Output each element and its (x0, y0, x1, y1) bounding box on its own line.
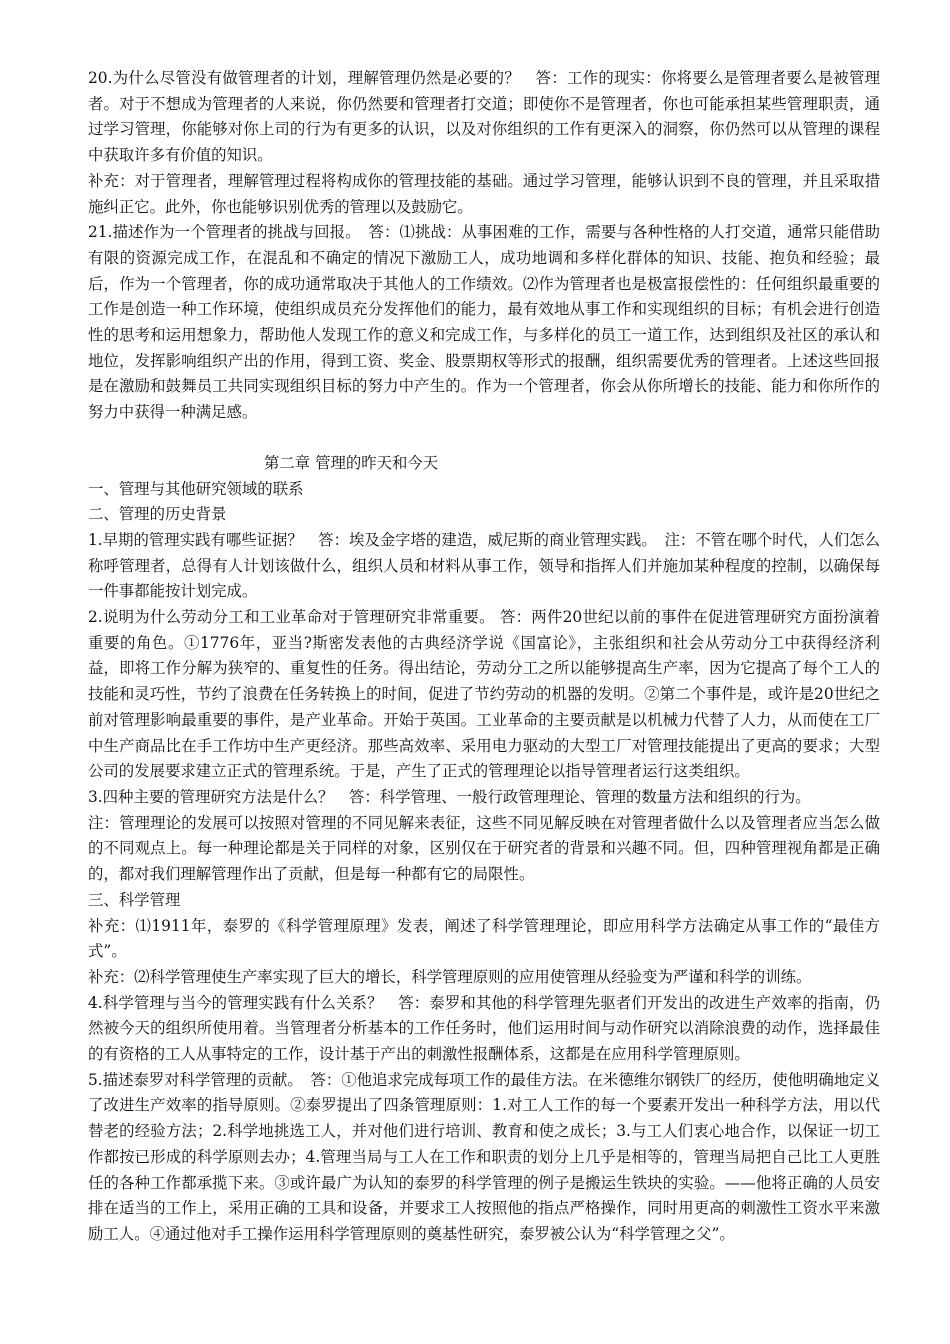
document-page (88, 66, 880, 1248)
paragraph-scientific-q5: 5.描述泰罗对科学管理的贡献。 答：①他追求完成每项工作的最佳方法。在米德维尔钢铁厂的经历，使他明确地定义了改进生产效率的指导原则。②泰罗提出了四条管理原则：1.对工人工作的每一个要素开发出一种科学方法，用以代替老的经验方法；2.科学地挑选工人，并对他们进行培训、教育和使之成长；3.与工人们衷心地合作，以保证一切工作都按已形成的科学原则去办；4.管理当局与工人在工作和职责的划分上几乎是相等的，管理当局把自己比工人更胜任的各种工作都承揽下来。③或许最广为认知的泰罗的科学管理的例子是搬运生铁块的实验。——他将正确的人员安排在适当的工作上，采用正确的工具和设备，并要求工人按照他的指点严格操作，同时用更高的刺激性工资水平来激励工人。④通过他对手工操作运用科学管理原则的奠基性研究，泰罗被公认为“科学管理之父”。 (88, 1070, 880, 1243)
section-heading-2: 二、管理的历史背景 (88, 505, 227, 524)
chapter-title: 第二章 管理的昨天和今天 (264, 453, 439, 472)
paragraph-q20: 20.为什么尽管没有做管理者的计划，理解管理仍然是必要的？ 答：工作的现实：你将要么是管理者要么是被管理者。对于不想成为管理者的人来说，你仍然要和管理者打交道；即使你不是管理者，你也可能承担某些管理职责，通过学习管理，你能够对你上司的行为有更多的认识，以及对你组织的工作有更深入的洞察，你仍然可以从管理的课程中获取许多有价值的知识。 (88, 69, 880, 165)
paragraph-supplement-productivity: 补充：⑵科学管理使生产率实现了巨大的增长，科学管理原则的应用使管理从经验变为严谨和科学的训练。 (88, 967, 812, 986)
paragraph-history-q1: 1.早期的管理实践有哪些证据？ 答：埃及金字塔的建造，威尼斯的商业管理实践。 注：不管在哪个时代，人们怎么称呼管理者，总得有人计划该做什么，组织人员和材料从事工作，领导和指挥人们并施加某种程度的控制，以确保每一件事都能按计划完成。 (88, 530, 880, 601)
paragraph-supplement-1911: 补充：⑴1911年，泰罗的《科学管理原理》发表，阐述了科学管理理论，即应用科学方法确定从事工作的“最佳方式”。 (88, 916, 880, 961)
section-heading-3: 三、科学管理 (88, 890, 181, 909)
paragraph-history-q3: 3.四种主要的管理研究方法是什么？ 答：科学管理、一般行政管理理论、管理的数量方法和组织的行为。 (88, 787, 811, 806)
paragraph-supplement-managers: 补充：对于管理者，理解管理过程将构成你的管理技能的基础。通过学习管理，能够认识到不良的管理，并且采取措施纠正它。此外，你也能够识别优秀的管理以及鼓励它。 (88, 171, 880, 216)
paragraph-scientific-q4: 4.科学管理与当今的管理实践有什么关系？ 答：泰罗和其他的科学管理先驱者们开发出的改进生产效率的指南，仍然被今天的组织所使用着。当管理者分析基本的工作任务时，他们运用时间与动作研究以消除浪费的动作，选择最佳的有资格的工人从事特定的工作，设计基于产出的刺激性报酬体系，这都是在应用科学管理原则。 (88, 993, 880, 1064)
paragraph-q21: 21.描述作为一个管理者的挑战与回报。 答：⑴挑战：从事困难的工作，需要与各种性格的人打交道，通常只能借助有限的资源完成工作，在混乱和不确定的情况下激励工人，成功地调和多样化群体的知识、技能、抱负和经验；最后，作为一个管理者，你的成功通常取决于其他人的工作绩效。⑵作为管理者也是极富报偿性的：任何组织最重要的工作是创造一种工作环境，使组织成员充分发挥他们的能力，最有效地从事工作和实现组织的目标；有机会进行创造性的思考和运用想象力，帮助他人发现工作的意义和完成工作，与多样化的员工一道工作，达到组织及社区的承认和地位，发挥影响组织产出的作用，得到工资、奖金、股票期权等形式的报酬，组织需要优秀的管理者。上述这些回报是在激励和鼓舞员工共同实现组织目标的努力中产生的。作为一个管理者，你会从你所增长的技能、能力和你所作的努力中获得一种满足感。 (88, 223, 880, 422)
paragraph-history-q2: 2.说明为什么劳动分工和工业革命对于管理研究非常重要。 答：两件20世纪以前的事件在促进管理研究方面扮演着重要的角色。①1776年，亚当?斯密发表他的古典经济学说《国富论》，主张组织和社会从劳动分工中获得经济利益，即将工作分解为狭窄的、重复性的任务。得出结论，劳动分工之所以能够提高生产率，因为它提高了每个工人的技能和灵巧性，节约了浪费在任务转换上的时间，促进了节约劳动的机器的发明。②第二个事件是，或许是20世纪之前对管理影响最重要的事件，是产业革命。开始于英国。工业革命的主要贡献是以机械力代替了人力，从而使在工厂中生产商品比在手工作坊中生产更经济。那些高效率、采用电力驱动的大型工厂对管理技能提出了更高的要求；大型公司的发展要求建立正式的管理系统。于是，产生了正式的管理理论以指导管理者运行这类组织。 (88, 608, 880, 781)
paragraph-history-note: 注：管理理论的发展可以按照对管理的不同见解来表征，这些不同见解反映在对管理者做什么以及管理者应当怎么做的不同观点上。每一种理论都是关于同样的对象，区别仅在于研究者的背景和兴趣不同。但，四种管理视角都是正确的，都对我们理解管理作出了贡献，但是每一种都有它的局限性。 (88, 813, 880, 884)
section-heading-1: 一、管理与其他研究领域的联系 (88, 479, 304, 498)
